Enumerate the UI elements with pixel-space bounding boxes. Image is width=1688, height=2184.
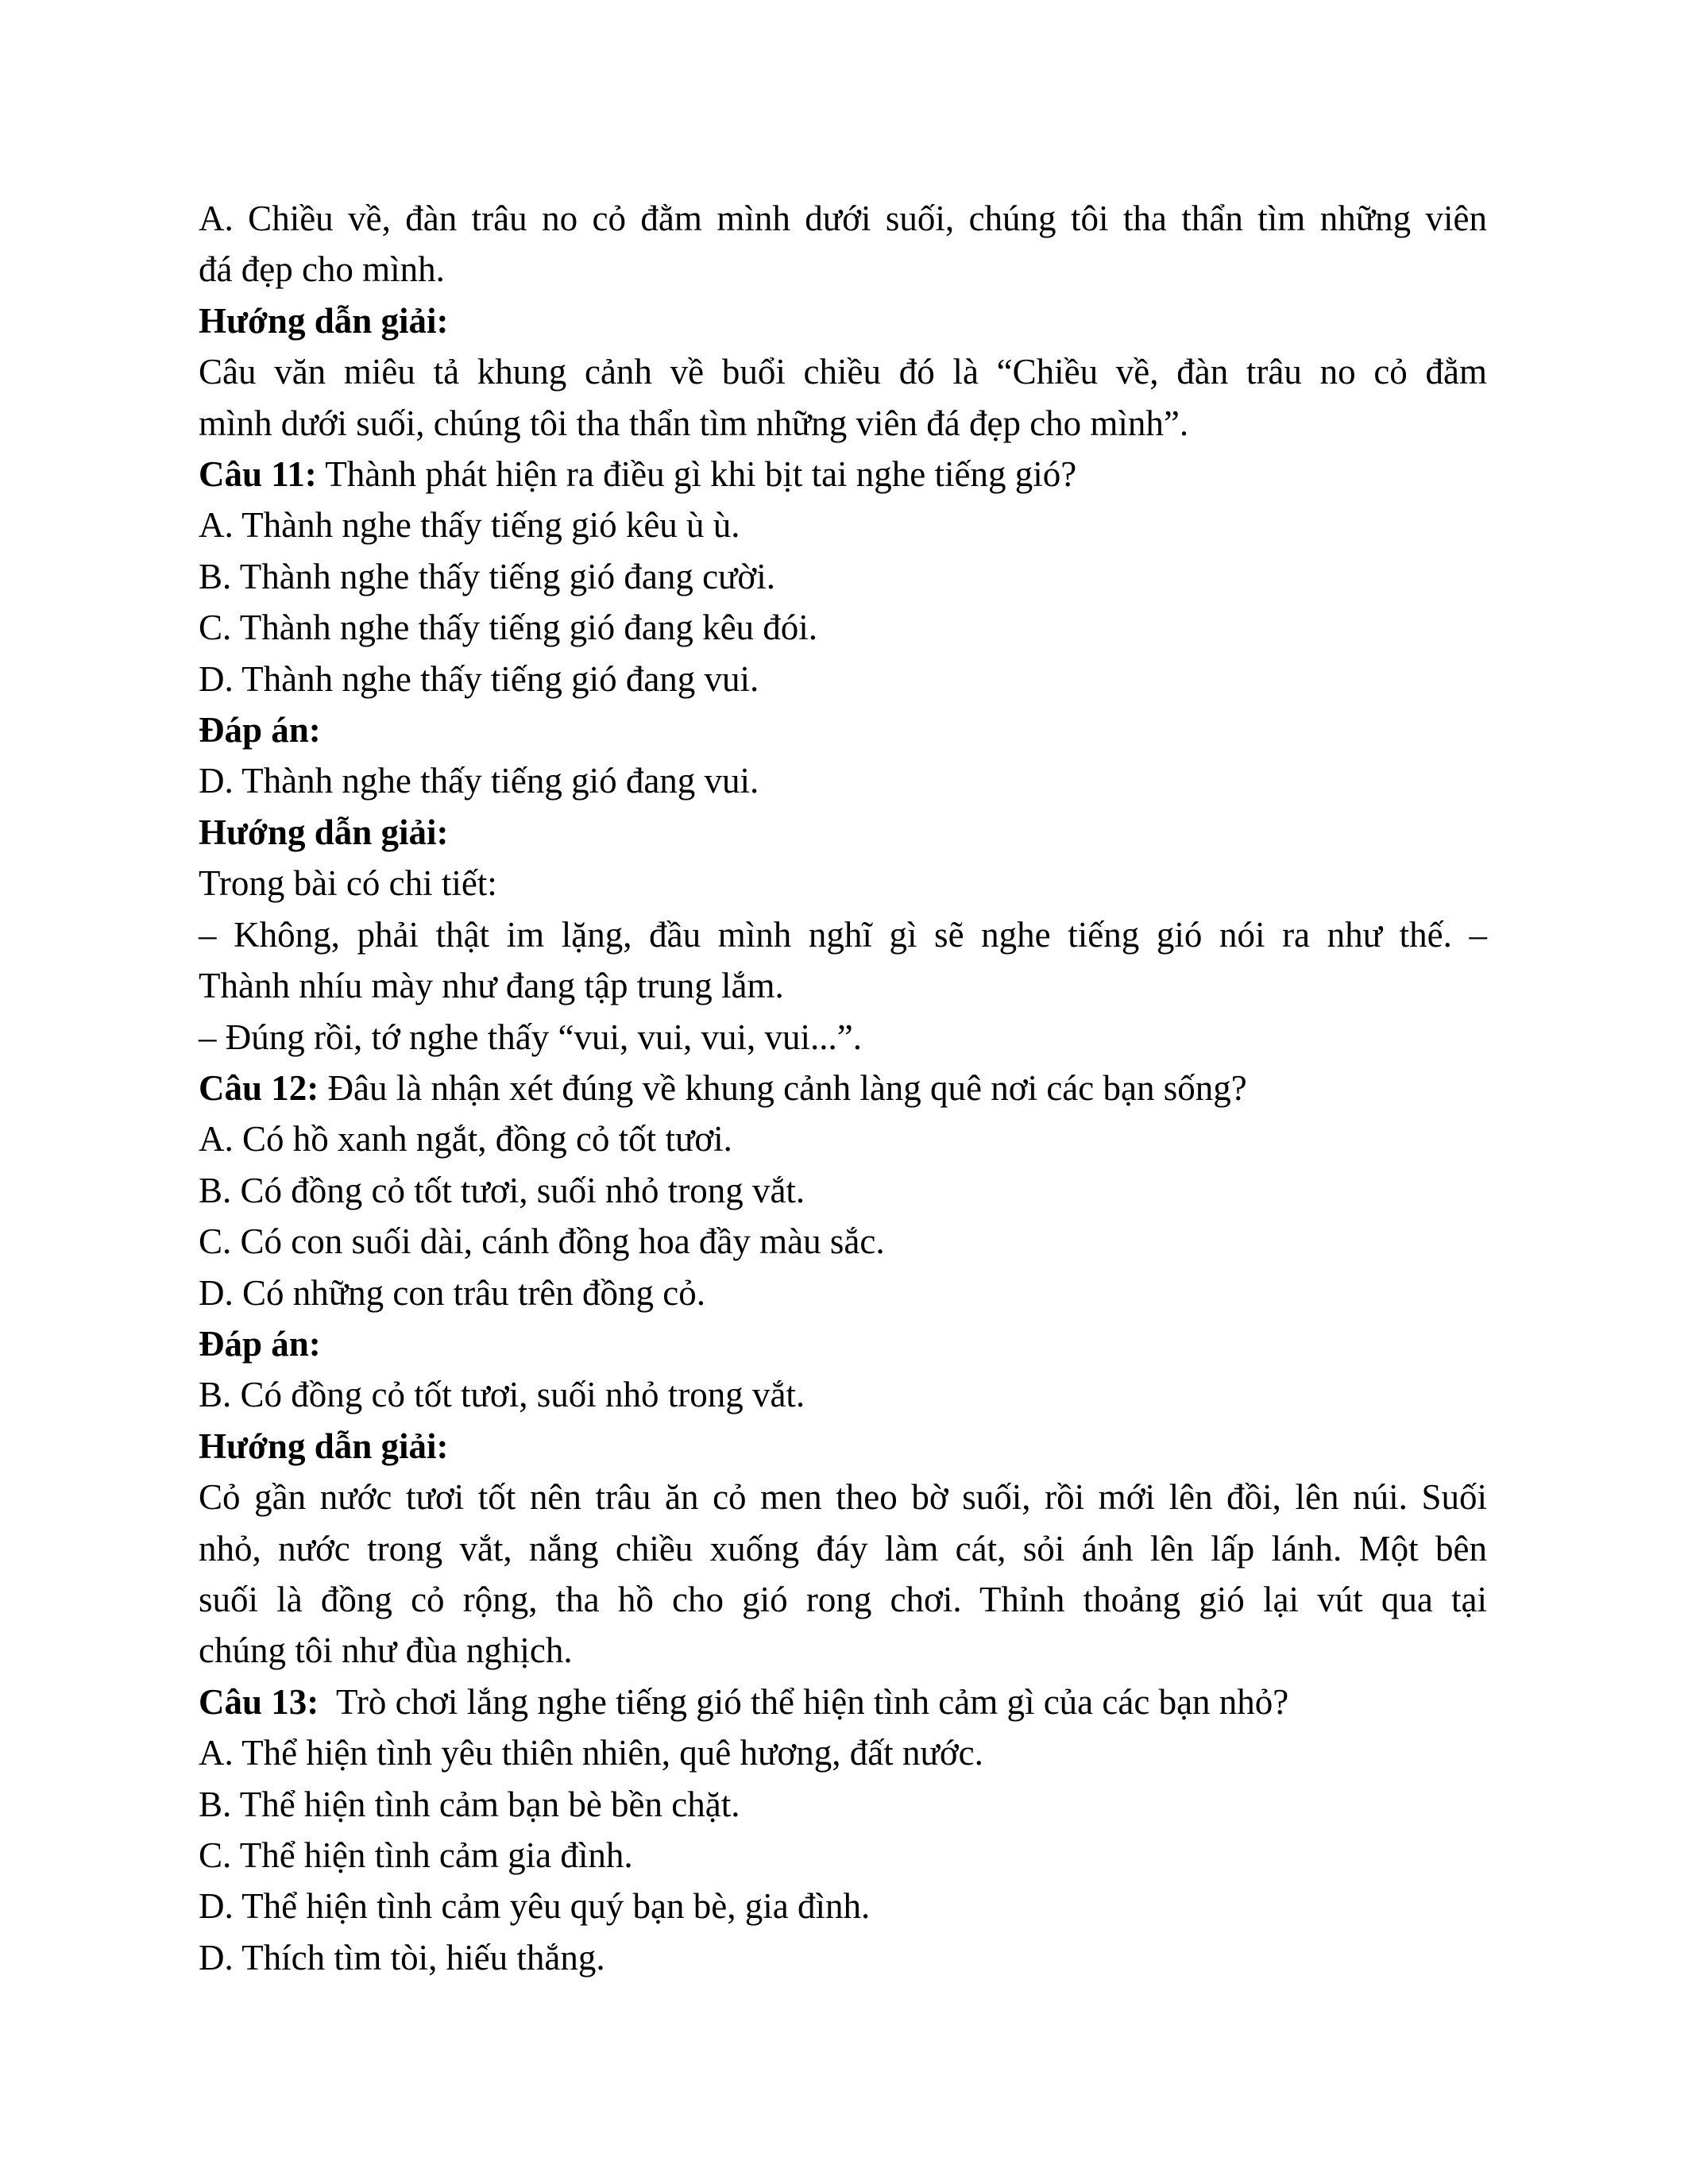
text-line: Cỏ gần nước tươi tốt nên trâu ăn cỏ men theo bờ suối, rồi mới lên đồi, lên núi. Suối (199, 1477, 1487, 1518)
text-line: đá đẹp cho mình. (199, 249, 445, 290)
answer-heading: Đáp án: (199, 710, 321, 751)
answer-heading: Đáp án: (199, 1323, 321, 1364)
option-a: A. Thành nghe thấy tiếng gió kêu ù ù. (199, 505, 740, 546)
option-d: D. Thành nghe thấy tiếng gió đang vui. (199, 658, 759, 699)
text-line: – Đúng rồi, tớ nghe thấy “vui, vui, vui, vui...”. (199, 1017, 862, 1057)
option-d: D. Thể hiện tình cảm yêu quý bạn bè, gia đình. (199, 1886, 871, 1927)
option-b: B. Thể hiện tình cảm bạn bè bền chặt. (199, 1784, 740, 1824)
answer-text: D. Thành nghe thấy tiếng gió đang vui. (199, 761, 759, 801)
question-text: Đâu là nhận xét đúng về khung cảnh làng quê nơi các bạn sống? (319, 1067, 1247, 1108)
text-line: Trong bài có chi tiết: (199, 863, 497, 904)
text-line: suối là đồng cỏ rộng, tha hồ cho gió rong chơi. Thỉnh thoảng gió lại vút qua tại (199, 1579, 1487, 1619)
answer-text: B. Có đồng cỏ tốt tươi, suối nhỏ trong vắt. (199, 1375, 805, 1415)
solution-heading: Hướng dẫn giải: (199, 812, 449, 852)
text-line: – Không, phải thật im lặng, đầu mình nghĩ gì sẽ nghe tiếng gió nói ra như thế. – (199, 914, 1487, 955)
option-a: A. Thể hiện tình yêu thiên nhiên, quê hương, đất nước. (199, 1733, 983, 1773)
option-b: B. Thành nghe thấy tiếng gió đang cười. (199, 556, 775, 596)
text-line: mình dưới suối, chúng tôi tha thẩn tìm những viên đá đẹp cho mình”. (199, 403, 1189, 443)
option-d: D. Có những con trâu trên đồng cỏ. (199, 1272, 706, 1313)
text-line: Thành nhíu mày như đang tập trung lắm. (199, 966, 784, 1006)
option-a: A. Có hồ xanh ngắt, đồng cỏ tốt tươi. (199, 1119, 732, 1160)
text-line: A. Chiều về, đàn trâu no cỏ đằm mình dưới suối, chúng tôi tha thẩn tìm những viên (199, 199, 1487, 238)
question-12 (199, 1063, 1487, 1113)
question-label: Câu 12: (199, 1067, 319, 1108)
option-c: C. Thành nghe thấy tiếng gió đang kêu đói. (199, 608, 818, 648)
option-c: C. Thể hiện tình cảm gia đình. (199, 1835, 633, 1875)
option-c: C. Có con suối dài, cánh đồng hoa đầy màu sắc. (199, 1221, 885, 1262)
question-11 (199, 449, 1487, 500)
solution-heading: Hướng dẫn giải: (199, 1426, 449, 1466)
document-page (199, 193, 1487, 1983)
option-d-extra: D. Thích tìm tòi, hiếu thắng. (199, 1937, 605, 1978)
question-text: Trò chơi lắng nghe tiếng gió thể hiện tình cảm gì của các bạn nhỏ? (319, 1681, 1289, 1722)
text-line: nhỏ, nước trong vắt, nắng chiều xuống đáy làm cát, sỏi ánh lên lấp lánh. Một bên (199, 1528, 1487, 1569)
solution-heading: Hướng dẫn giải: (199, 300, 449, 341)
question-text: Thành phát hiện ra điều gì khi bịt tai nghe tiếng gió? (316, 454, 1077, 495)
text-line: chúng tôi như đùa nghịch. (199, 1630, 573, 1671)
option-b: B. Có đồng cỏ tốt tươi, suối nhỏ trong vắt. (199, 1170, 805, 1210)
text-line: Câu văn miêu tả khung cảnh về buổi chiều đó là “Chiều về, đàn trâu no cỏ đằm (199, 352, 1487, 392)
question-label: Câu 11: (199, 454, 317, 495)
question-13 (199, 1677, 1487, 1727)
question-label: Câu 13: (199, 1681, 319, 1722)
